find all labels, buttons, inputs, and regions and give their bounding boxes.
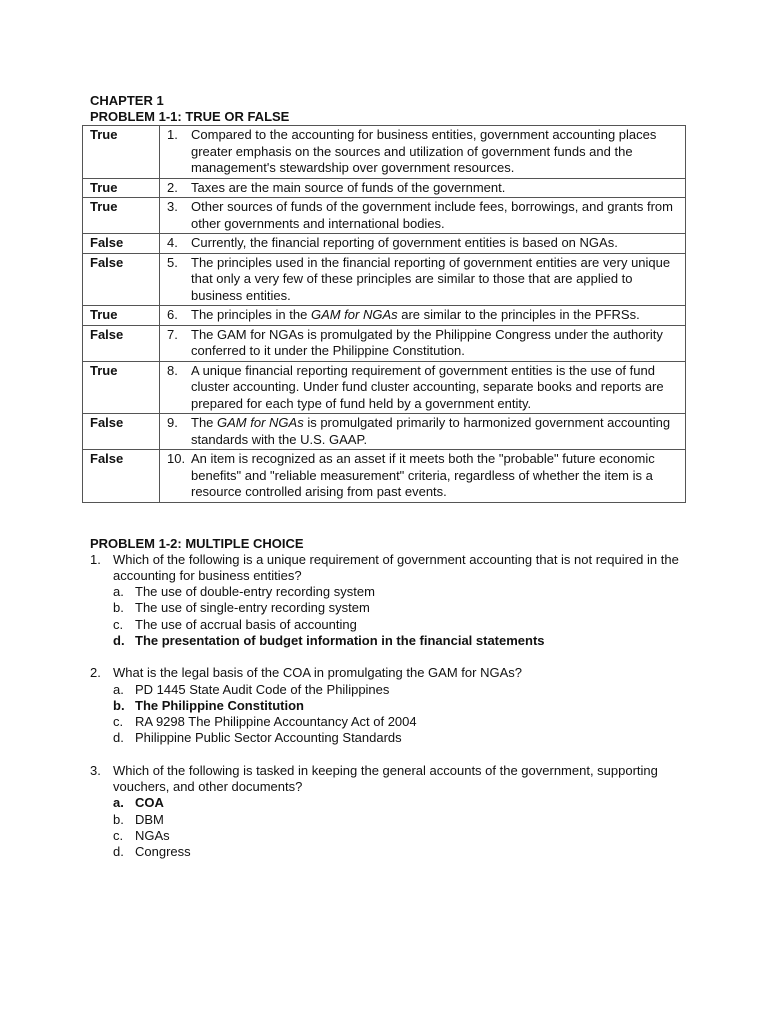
option-text: The presentation of budget information in the financial statements: [135, 632, 545, 648]
statement-text: [191, 307, 679, 324]
answer-cell: False: [83, 325, 160, 361]
question-number: 1.: [90, 551, 101, 567]
statement-text: Compared to the accounting for business entities, government accounting places greater emphasis on the sources and utilization of government funds and the management's stewardship over government resources.: [191, 127, 657, 175]
option-text: PD 1445 State Audit Code of the Philippines: [135, 681, 390, 697]
table-row: [83, 198, 686, 234]
table-row: [83, 325, 686, 361]
option: [113, 600, 686, 616]
statement-number: 9.: [167, 415, 178, 430]
option-text: DBM: [135, 811, 164, 827]
option: [113, 812, 686, 828]
statement-text-part: is promulgated primarily to harmonized government accounting standards with the U.S. GAAP.: [191, 415, 671, 447]
table-row: [83, 234, 686, 254]
option: [113, 844, 686, 860]
option-text: The use of accrual basis of accounting: [135, 616, 357, 632]
option: [113, 828, 686, 844]
option-text: NGAs: [135, 827, 170, 843]
statement-number: 6.: [167, 307, 178, 322]
option-text: Congress: [135, 844, 191, 860]
option: [113, 714, 686, 730]
true-false-table: [82, 125, 686, 503]
statement-number: 3.: [167, 199, 178, 214]
question-block: [90, 763, 686, 861]
statement-cell: [160, 126, 686, 179]
option-letter: b.: [113, 600, 124, 616]
option-text: Philippine Public Sector Accounting Standards: [135, 730, 402, 746]
correct-option: [113, 795, 686, 811]
option-letter: a.: [113, 584, 124, 600]
statement-cell: [160, 234, 686, 254]
problem-1-1-heading: PROBLEM 1-1: TRUE OR FALSE: [90, 109, 290, 124]
option-letter: b.: [113, 811, 124, 827]
answer-cell: False: [83, 234, 160, 254]
statement-text-part: The: [191, 415, 218, 430]
statement-cell: [160, 306, 686, 326]
question-text: What is the legal basis of the COA in promulgating the GAM for NGAs?: [113, 665, 522, 681]
statement-text: Taxes are the main source of funds of the government.: [191, 179, 506, 195]
option: [113, 730, 686, 746]
statement-text: An item is recognized as an asset if it meets both the "probable" future economic benefits" and "reliable measurement" criteria, regardless of whether the item is a resource controlled arising from past events.: [191, 451, 655, 499]
options-list: [113, 682, 686, 747]
option-letter: b.: [113, 697, 125, 713]
correct-option: [113, 633, 686, 649]
option: [113, 617, 686, 633]
option-letter: c.: [113, 827, 124, 843]
statement-number: 7.: [167, 326, 178, 342]
question-block: [90, 552, 686, 650]
question-block: [90, 665, 686, 746]
correct-option: [113, 698, 686, 714]
statement-number: 5.: [167, 254, 178, 270]
statement-text: [191, 415, 679, 448]
option-letter: d.: [113, 844, 124, 860]
answer-cell: True: [83, 306, 160, 326]
chapter-heading: CHAPTER 1: [90, 93, 164, 108]
statement-number: 1.: [167, 127, 178, 142]
statement-cell: [160, 253, 686, 306]
answer-cell: True: [83, 198, 160, 234]
option-letter: d.: [113, 730, 124, 746]
option-text: The Philippine Constitution: [135, 697, 304, 713]
statement-cell: [160, 414, 686, 450]
option-text: The use of single-entry recording system: [135, 600, 370, 616]
question-number: 2.: [90, 665, 101, 681]
table-row: [83, 126, 686, 179]
question-text: Which of the following is tasked in keeping the general accounts of the government, supporting vouchers, and other documents?: [113, 762, 658, 795]
option-letter: c.: [113, 714, 124, 730]
table-row: [83, 414, 686, 450]
question-number: 3.: [90, 762, 101, 778]
table-row: [83, 361, 686, 414]
option: [113, 584, 686, 600]
table-row: [83, 253, 686, 306]
answer-cell: True: [83, 178, 160, 198]
answer-cell: False: [83, 414, 160, 450]
option-letter: c.: [113, 616, 124, 632]
table-row: [83, 450, 686, 503]
statement-text-part: are similar to the principles in the PFRSs.: [397, 307, 640, 322]
statement-number: 4.: [167, 235, 178, 250]
statement-cell: [160, 198, 686, 234]
option-text: The use of double-entry recording system: [135, 584, 375, 600]
statement-number: 2.: [167, 179, 178, 195]
multiple-choice-list: [90, 552, 686, 861]
statement-cell: [160, 325, 686, 361]
option-text: RA 9298 The Philippine Accountancy Act of 2004: [135, 714, 417, 730]
statement-text-part: The principles in the: [191, 307, 311, 322]
answer-cell: True: [83, 361, 160, 414]
statement-cell: [160, 361, 686, 414]
answer-cell: True: [83, 126, 160, 179]
statement-text: Other sources of funds of the government include fees, borrowings, and grants from other governments and international bodies.: [191, 199, 673, 231]
options-list: [113, 584, 686, 649]
question-text: Which of the following is a unique requirement of government accounting that is not required in the accounting for business entities?: [113, 551, 679, 583]
problem-1-2-heading: PROBLEM 1-2: MULTIPLE CHOICE: [90, 535, 304, 551]
answer-cell: False: [83, 450, 160, 503]
option-text: COA: [135, 795, 164, 811]
statement-cell: [160, 178, 686, 198]
option-letter: a.: [113, 795, 124, 811]
statement-text: Currently, the financial reporting of government entities is based on NGAs.: [191, 235, 618, 250]
statement-text: A unique financial reporting requirement of government entities is the use of fund cluster accounting. Under fund cluster accounting, separate books and reports are prepared for each type of fund held by a government entity.: [191, 362, 664, 411]
statement-number: 10.: [167, 451, 186, 466]
table-row: [83, 178, 686, 198]
statement-number: 8.: [167, 362, 178, 378]
statement-text: The principles used in the financial reporting of government entities are very unique that only a very few of these principles are similar to those that are applied to business entities.: [191, 254, 671, 303]
answer-cell: False: [83, 253, 160, 306]
table-row: [83, 306, 686, 326]
option: [113, 682, 686, 698]
option-letter: d.: [113, 632, 125, 648]
options-list: [113, 795, 686, 860]
statement-cell: [160, 450, 686, 503]
option-letter: a.: [113, 681, 124, 697]
document-page: [90, 93, 686, 877]
statement-text: The GAM for NGAs is promulgated by the Philippine Congress under the authority conferred to it under the Philippine Constitution.: [191, 326, 663, 358]
statement-text-italic: GAM for NGAs: [217, 415, 304, 430]
statement-text-italic: GAM for NGAs: [310, 307, 398, 322]
